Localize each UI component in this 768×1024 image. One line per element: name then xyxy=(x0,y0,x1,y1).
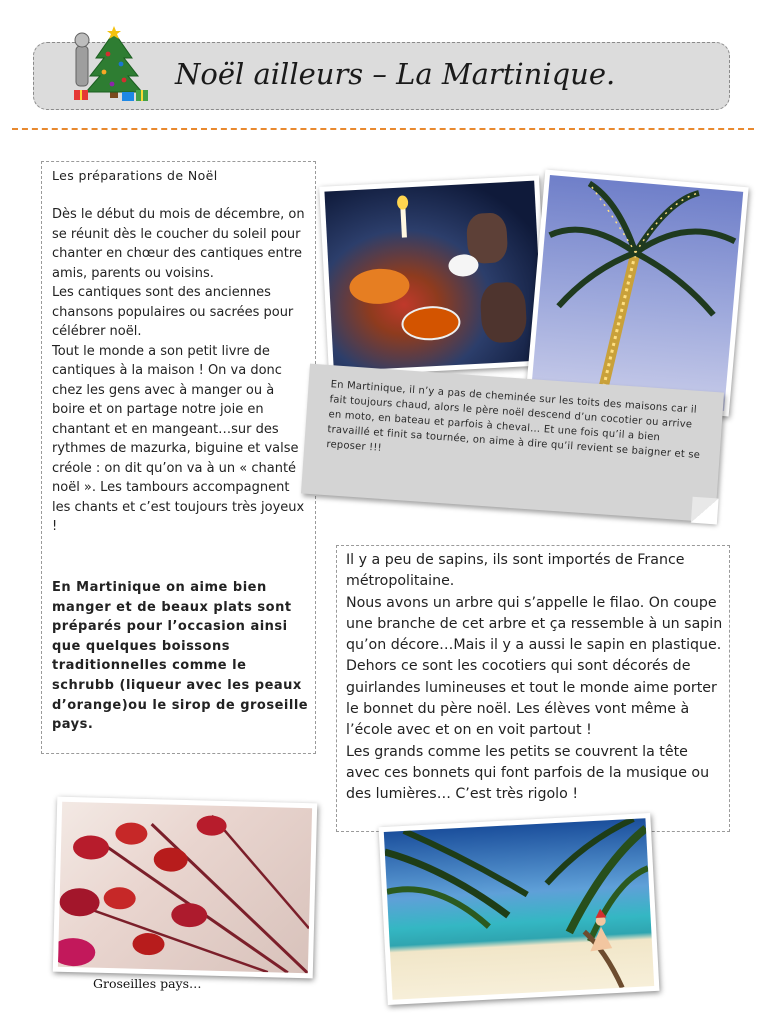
trees-paragraph: Il y a peu de sapins, ils sont importés de France métropolitaine. Nous avons un arbre qui s’appelle le filao. On coupe une branche de cet arbre et ça ressemble à un sapin qu’on décore…Mais il y a aussi le sapin en plastique. Dehors ce sont les cocotiers qui sont décorés de guirlandes lumineuses et tout le monde aime porter le bonnet du père noël. Les élèves vont même à l’école avec et on en voit partout ! Les grands comme les petits se couvrent la tête avec ces bonnets qui font parfois de la musique ou des lumières… C’est très rigolo ! xyxy=(346,552,723,803)
section-heading: Les préparations de Noël xyxy=(52,168,218,183)
preparations-paragraph: Dès le début du mois de décembre, on se réunit dès le coucher du soleil pour chanter en chœur des cantiques entre amis, parents ou voisins. Les cantiques sont des anciennes chansons populaires ou sacrées pour célébrer noël. Tout le monde a son petit livre de cantiques à la maison ! On va donc chez les gens avec à manger ou à boire et on partage notre joie en chantant et en mangeant…sur des rythmes de mazurka, biguine et valse créole : on dit qu’on va à un « chanté noël ». Les tambours accompagnent les chants et c’est toujours très joyeux ! xyxy=(52,207,305,534)
lit-palm-photo xyxy=(525,170,748,417)
santa-note xyxy=(301,364,724,523)
note-text: En Martinique, il n’y a pas de cheminée sur les toits des maisons car il fait toujours chaud, alors le père noël descend d’un cocotier ou arrive en moto, en bateau et parfois à cheval… Et une fois qu’il a bien travaillé et finit sa tournée, on aime à dire qu’il revient se baigner et se reposer !!! xyxy=(326,379,701,462)
christmas-tree-icon xyxy=(66,24,156,106)
photo-caption: Groseilles pays… xyxy=(93,976,202,991)
divider xyxy=(12,128,754,130)
page-title: Noël ailleurs – La Martinique. xyxy=(175,57,616,91)
groseilles-photo xyxy=(53,797,317,979)
food-paragraph: En Martinique on aime bien manger et de beaux plats sont préparés pour l’occasion ainsi que quelques boissons traditionnelles comme le schrubb (liqueur avec les peaux d’orange)ou le sirop de groseille pays. xyxy=(52,580,309,733)
beach-photo xyxy=(379,813,660,1005)
feast-photo xyxy=(319,175,549,376)
page-curl xyxy=(691,497,719,525)
